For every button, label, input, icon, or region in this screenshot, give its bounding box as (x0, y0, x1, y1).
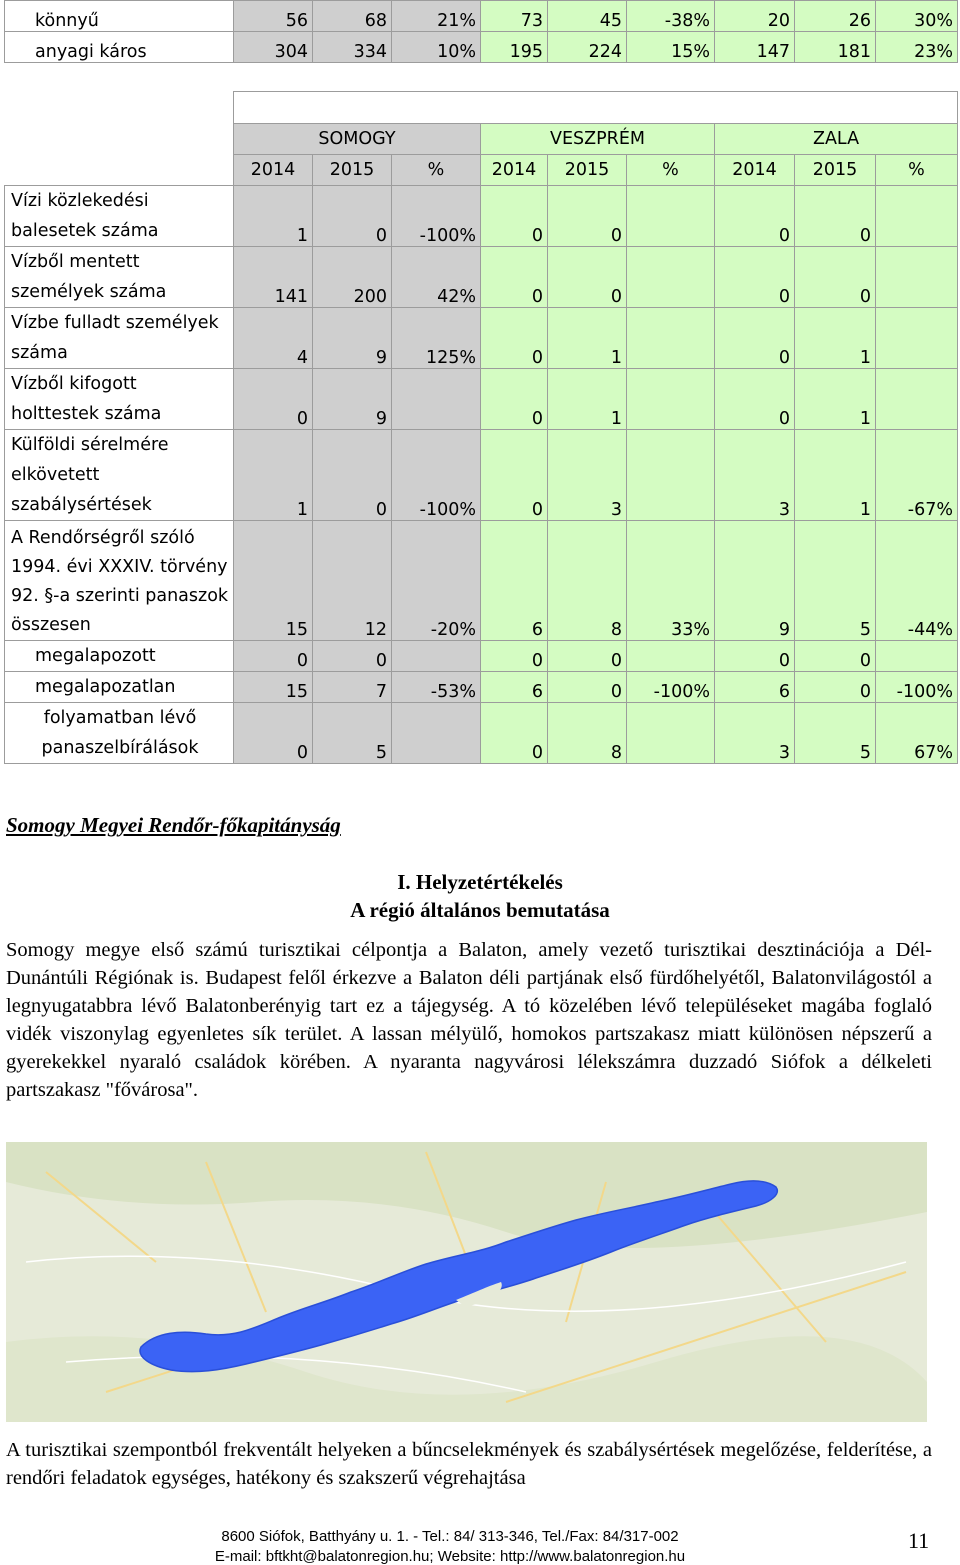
col-header: 2014 (715, 155, 795, 186)
row-label: A Rendőrségről szóló 1994. évi XXXIV. törvény 92. §-a szerinti panaszok összesen (5, 521, 234, 641)
cell: 20 (715, 1, 795, 32)
cell: 0 (548, 641, 627, 672)
cell: -20% (392, 521, 481, 641)
balaton-map-image (6, 1142, 927, 1422)
cell: 1 (795, 430, 876, 521)
cell: 0 (481, 703, 548, 764)
cell: 0 (481, 308, 548, 369)
footer-address: 8600 Siófok, Batthyány u. 1. - Tel.: 84/ 313-346, Tel./Fax: 84/317-002 (221, 1528, 679, 1545)
row-label: Vízi közlekedési balesetek száma (5, 186, 234, 247)
region-somogy: SOMOGY (234, 124, 481, 155)
cell: 1 (234, 430, 313, 521)
table-row (5, 641, 958, 672)
cell: 5 (313, 703, 392, 764)
cell: 0 (548, 186, 627, 247)
cell (627, 247, 715, 308)
row-label: Vízből kifogott holttestek száma (5, 369, 234, 430)
row-label: Külföldi sérelmére elkövetett szabálysértések (5, 430, 234, 521)
cell: 1 (795, 308, 876, 369)
section-subtitle: A régió általános bemutatása (350, 898, 610, 922)
col-header: % (876, 155, 958, 186)
section-heading: Somogy Megyei Rendőr-főkapitányság (6, 813, 341, 837)
cell (627, 369, 715, 430)
cell: 6 (715, 672, 795, 703)
row-label: megalapozatlan (5, 672, 234, 703)
cell: 4 (234, 308, 313, 369)
region-header-row (5, 124, 958, 155)
cell: 334 (313, 32, 392, 63)
empty-cell (5, 124, 234, 155)
cell: 7 (313, 672, 392, 703)
cell: 1 (234, 186, 313, 247)
cell: 0 (481, 247, 548, 308)
cell: -100% (392, 186, 481, 247)
cell: 1 (548, 308, 627, 369)
cell: 0 (234, 703, 313, 764)
cell (392, 641, 481, 672)
year-header-row (5, 155, 958, 186)
table-row (5, 369, 958, 430)
cell: 26 (795, 1, 876, 32)
cell (876, 186, 958, 247)
cell: 15 (234, 672, 313, 703)
cell: 45 (548, 1, 627, 32)
cell: 0 (715, 186, 795, 247)
cell: 0 (795, 186, 876, 247)
cell: 0 (481, 430, 548, 521)
cell: -44% (876, 521, 958, 641)
cell: 15% (627, 32, 715, 63)
cell: 9 (313, 369, 392, 430)
table-row (5, 32, 958, 63)
cell (627, 308, 715, 369)
cell: 0 (795, 247, 876, 308)
row-label: könnyű (5, 1, 234, 32)
cell: 0 (313, 430, 392, 521)
cell: 12 (313, 521, 392, 641)
cell: 8 (548, 521, 627, 641)
cell (392, 369, 481, 430)
page-number: 11 (908, 1528, 930, 1553)
col-header: 2014 (234, 155, 313, 186)
cell: 0 (313, 186, 392, 247)
footer-contact: E-mail: bftkht@balatonregion.hu; Website: http://www.balatonregion.hu (214, 1548, 686, 1565)
cell: 304 (234, 32, 313, 63)
row-label: folyamatban lévő panaszelbírálások (5, 703, 234, 764)
cell: 0 (313, 641, 392, 672)
cell (627, 703, 715, 764)
cell: 3 (548, 430, 627, 521)
cell (876, 641, 958, 672)
cell: -38% (627, 1, 715, 32)
region-zala: ZALA (715, 124, 958, 155)
cell: 0 (715, 247, 795, 308)
cell: 181 (795, 32, 876, 63)
cell: 0 (548, 672, 627, 703)
cell: 125% (392, 308, 481, 369)
table-row (5, 672, 958, 703)
cell: 15 (234, 521, 313, 641)
table-row (5, 430, 958, 521)
cell: 3 (715, 430, 795, 521)
cell: 0 (715, 369, 795, 430)
table-row (5, 1, 958, 32)
cell (392, 703, 481, 764)
body-paragraph-2: A turisztikai szempontból frekventált helyeken a bűncselekmények és szabálysértések megelőzése, felderítése, a rendőri feladatok egységes, hatékony és szakszerű végrehajtása (6, 1439, 932, 1489)
cell: 0 (795, 641, 876, 672)
top-table (4, 0, 958, 63)
col-header: % (627, 155, 715, 186)
cell: 6 (481, 672, 548, 703)
cell: 30% (876, 1, 958, 32)
cell: 1 (795, 369, 876, 430)
cell: 0 (715, 308, 795, 369)
cell: 0 (795, 672, 876, 703)
cell: 0 (234, 641, 313, 672)
cell (627, 186, 715, 247)
body-paragraph: Somogy megye első számú turisztikai célpontja a Balaton, amely vezető turisztikai desztinációja a Dél-Dunántúli Régiónak is. Budapest felől érkezve a Balaton déli partjának első fürdőhelyétől, Balatonvilágostól a legnyugatabbra lévő Balatonberényig tart ez a tájegység. A tó közelében lévő településeket magába foglaló vidék viszonylag egyenletes sík terület. A lassan mélyülő, homokos partszakasz miatt különösen népszerű a gyerekekkel nyaraló családok körében. A nyaranta nagyvárosi lélekszámra duzzadó Siófok a délkeleti partszakasz "fővárosa". (6, 939, 932, 1101)
cell: 0 (481, 641, 548, 672)
cell (627, 430, 715, 521)
statistics-table (4, 91, 958, 764)
cell: 147 (715, 32, 795, 63)
cell: -100% (392, 430, 481, 521)
cell (876, 308, 958, 369)
cell: 0 (481, 369, 548, 430)
table-row (5, 308, 958, 369)
col-header: % (392, 155, 481, 186)
cell: 0 (715, 641, 795, 672)
table-row (5, 521, 958, 641)
region-veszprem: VESZPRÉM (481, 124, 715, 155)
cell: 200 (313, 247, 392, 308)
table-row (5, 186, 958, 247)
cell: 67% (876, 703, 958, 764)
cell: -53% (392, 672, 481, 703)
empty-cell (5, 92, 234, 124)
cell: 8 (548, 703, 627, 764)
table-row (5, 247, 958, 308)
cell: 1 (548, 369, 627, 430)
cell: 68 (313, 1, 392, 32)
cell: -100% (627, 672, 715, 703)
cell: -67% (876, 430, 958, 521)
empty-header (234, 92, 958, 124)
row-label: Vízbe fulladt személyek száma (5, 308, 234, 369)
cell: 224 (548, 32, 627, 63)
cell: 6 (481, 521, 548, 641)
cell (627, 641, 715, 672)
cell: 5 (795, 703, 876, 764)
cell: 10% (392, 32, 481, 63)
section-title: I. Helyzetértékelés (397, 870, 563, 894)
cell: 0 (548, 247, 627, 308)
cell: -100% (876, 672, 958, 703)
cell: 5 (795, 521, 876, 641)
row-label: megalapozott (5, 641, 234, 672)
col-header: 2015 (313, 155, 392, 186)
cell: 9 (715, 521, 795, 641)
cell: 23% (876, 32, 958, 63)
cell (876, 247, 958, 308)
cell: 195 (481, 32, 548, 63)
cell: 3 (715, 703, 795, 764)
empty-cell (5, 155, 234, 186)
cell: 56 (234, 1, 313, 32)
cell: 33% (627, 521, 715, 641)
col-header: 2015 (548, 155, 627, 186)
cell: 0 (481, 186, 548, 247)
cell: 21% (392, 1, 481, 32)
table-row (5, 703, 958, 764)
row-label: anyagi káros (5, 32, 234, 63)
cell: 42% (392, 247, 481, 308)
table-row (5, 92, 958, 124)
col-header: 2014 (481, 155, 548, 186)
cell (876, 369, 958, 430)
col-header: 2015 (795, 155, 876, 186)
cell: 73 (481, 1, 548, 32)
cell: 9 (313, 308, 392, 369)
cell: 0 (234, 369, 313, 430)
cell: 141 (234, 247, 313, 308)
row-label: Vízből mentett személyek száma (5, 247, 234, 308)
